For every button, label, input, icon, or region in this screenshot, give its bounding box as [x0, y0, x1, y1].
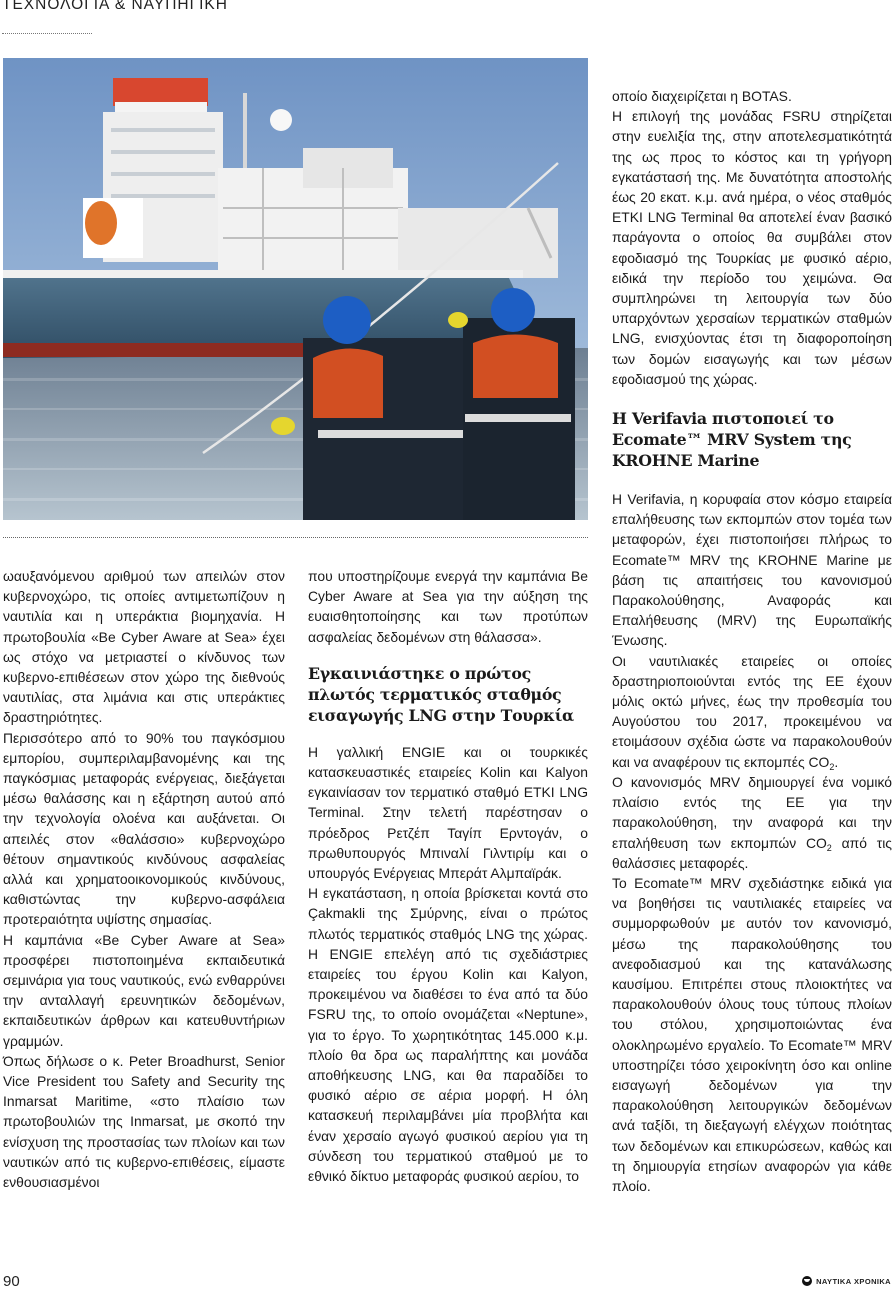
section-label-underline: [2, 33, 92, 34]
col3-paragraph-1: οποίο διαχειρίζεται η BOTAS.: [612, 88, 792, 104]
col2-paragraph-2: Η γαλλική ENGIE και οι τουρκικές κατασκευαστικές εταιρείες Kolin και Kalyon εγκαινίασαν τον τερματικό σταθμό ETKI LNG Terminal. Στην τελετή παρέστησαν ο πρόεδρος Ρετζέπ Ταγίπ Ερντογάν, ο πρωθυπουργός Μπιναλί Γιλντιρίμ και ο υπουργός Ενέργειας Μπεράτ Αλμπαϊράκ.: [308, 743, 588, 882]
co2-subscript: 2: [826, 842, 832, 853]
col3-paragraph-3: Η Verifavia, η κορυφαία στον κόσμο εταιρεία επαλήθευσης των εκπομπών στον τομέα των μεταφορών, έχει πιστοποιήσει πλήρως το Ecomate™ MRV της KROHNE Marine με βάση τις απαιτήσεις του κανονισμού Παρακολούθησης, Αναφοράς και Επαλήθευσης (MRV) της Ευρωπαϊκής Ένωσης.: [612, 491, 892, 649]
publication-brand: [802, 1276, 891, 1286]
col1-paragraph-4: Όπως δήλωσε ο κ. Peter Broadhurst, Senior Vice President του Safety and Security της Inmarsat Maritime, «στο πλαίσιο των πρωτοβουλιών της Inmarsat, με σκοπό την ενίσχυση της προστασίας των πλοίων και των ναυτικών από τις κυβερνο-επιθέσεις, είμαστε ενθουσιασμένοι: [3, 1052, 285, 1191]
col1-paragraph-2: Περισσότερο από το 90% του παγκόσμιου εμπορίου, συμπεριλαμβανομένης και της παγκόσμιας μεταφοράς ενέργειας, διεξάγεται μέσω θαλάσσης και η εξάρτηση αυτού από την τεχνολογία ολοένα και αυξάνεται. Οι απειλές στον «θαλάσσιο» κυβερνοχώρο θέτουν σημαντικούς κινδύνους ασφαλείας αλλά και χρηματοοικονομικούς κινδύνους, καθιστώντας την κυβερνο-ασφάλεια προτεραιότητα υψίστης σημασίας.: [3, 729, 285, 928]
col1-paragraph-3: Η καμπάνια «Be Cyber Aware at Sea» προσφέρει πιστοποιημένα εκπαιδευτικά σεμινάρια για τους ναυτικούς, ενώ ενθαρρύνει την ανταλλαγή ερευνητικών δεδομένων, εκπαιδευτικών άρθρων και κατευθυντήριων γραμμών.: [3, 931, 285, 1049]
col3-paragraph-6: Το Ecomate™ MRV σχεδιάστηκε ειδικά για να βοηθήσει τις ναυτιλιακές εταιρείες να συμμορφωθούν με αυτόν τον κανονισμό, μέσω της παρακολούθησης του ανεφοδιασμού και της κατανάλωσης καυσίμου. Επιτρέπει στους πλοιοκτήτες να παρακολουθούν όλους τους τύπους πλοίων του στόλου, χρησιμοποιώντας ένα ολοκληρωμένο εργαλείο. Το Ecomate™ MRV υποστηρίζει τόσο χειροκίνητη όσο και online εισαγωγή δεδομένων για την παρακολούθηση λειτουργικών δεδομένων ανά ταξίδι, τη διεξαγωγή ελέγχων ποιότητας των δεδομένων και επικυρώσεων, καθώς και τη δημιουργία ετησίων αναφορών για κάθε πλοίο.: [612, 874, 892, 1194]
col3-p5-text: Ο κανονισμός MRV δημιουργεί ένα νομικό πλαίσιο εντός της ΕΕ για την παρακολούθηση, την αναφορά και την επαλήθευση των εκπομπών CO: [612, 773, 892, 851]
col3-p4-text: Οι ναυτιλιακές εταιρείες οι οποίες δραστηριοποιούνται εντός της ΕΕ έχουν μόλις οκτώ μήνες, έως την προθεσμία του Αυγούστου του 2017, προκειμένου να ετοιμάσουν σχέδια ώστε να παρακολουθούν και να αναφέρουν τις εκπομπές CO: [612, 652, 892, 770]
col3-paragraph-4: [612, 651, 892, 772]
article-heading-verifavia: Η Verifavia πιστοποιεί το Ecomate™ MRV System της KROHNE Marine: [612, 409, 852, 471]
photo-divider: [3, 537, 588, 538]
section-label: ΤΕΧΝΟΛΟΓΙΑ & ΝΑΥΠΗΓΙΚΗ: [2, 0, 228, 13]
col1-paragraph-1: ωαυξανόμενου αριθμού των απειλών στον κυβερνοχώρο, τις οποίες αντιμετωπίζουν η ναυτιλία και η υπεράκτια βιομηχανία. Η πρωτοβουλία «Be Cyber Aware at Sea» έχει ως στόχο να μετριαστεί ο κίνδυνος των κυβερνο-επιθέσεων στον χώρο της διεθνούς ναυτιλίας, στα λιμάνια και στις υπεράκτιες δραστηριότητες.: [3, 568, 285, 726]
col2-paragraph-3: Η εγκατάσταση, η οποία βρίσκεται κοντά στο Çakmakli της Σμύρνης, είναι ο πρώτος πλωτός τερματικός σταθμός LNG της χώρας. Η ENGIE επελέγη από τις σχεδιάστριες εταιρείες του έργου Kolin και Kalyon, προκειμένου να διαθέσει το ένα από τα δύο FSRU της, το οποίο ονομάζεται «Neptune», για το έργο. Το χωρητικότητας 145.000 κ.μ. πλοίο θα δρα ως παραλήπτης και μονάδα αποθήκευσης LNG, και θα παραδίδει το φυσικό αέριο σε αέρια μορφή. Η όλη κατασκευή περιλαμβάνει μία προβλήτα και έναν χερσαίο αγωγό φυσικού αερίου για τη σύνδεση του τερματικού σταθμού με το εθνικό δίκτυο μεταφοράς φυσικού αερίου, το: [308, 885, 588, 1185]
col3-p5-end: από τις θαλάσσιες μεταφορές.: [612, 834, 892, 871]
column-3: [612, 86, 892, 1196]
article-photo: [3, 58, 588, 520]
brand-logo-icon: [802, 1276, 812, 1286]
column-2: [308, 566, 588, 1186]
brand-name: ΝΑΥΤΙΚΑ ΧΡΟΝΙΚΑ: [816, 1276, 891, 1286]
col2-paragraph-1: που υποστηρίζουμε ενεργά την καμπάνια Be Cyber Aware at Sea για την αύξηση της ευαισθητοποίησης και των προτύπων ασφαλείας δεδομένων στη θάλασσα».: [308, 568, 588, 645]
page-number: 90: [3, 1273, 20, 1290]
column-1: [3, 566, 285, 1192]
col3-p4-end: .: [834, 753, 839, 770]
co2-subscript: 2: [829, 761, 835, 772]
col3-paragraph-2: Η επιλογή της μονάδας FSRU στηρίζεται στην ευελιξία της, στην αποτελεσματικότητά της ως προς το κόστος και τη γρήγορη εγκατάστασή της. Με δυνατότητα αποστολής έως 20 εκατ. κ.μ. ανά ημέρα, ο νέος σταθμός ETKI LNG Terminal θα αποτελεί έναν βασικό παράγοντα ο οποίος θα συμβάλει στον εφοδιασμό της Τουρκίας με φυσικό αέριο, ειδικά την περίοδο του χειμώνα. Θα συμπληρώνει τη λειτουργία των δύο υπαρχόντων χερσαίων τερματικών σταθμών LNG, ενισχύοντας έτσι τη διαφοροποίηση των δομών εισαγωγής και των μέσων εφοδιασμού της χώρας.: [612, 108, 892, 387]
col3-paragraph-5: [612, 772, 892, 873]
article-heading-lng-turkey: Εγκαινιάστηκε ο πρώτος πλωτός τερματικός σταθμός εισαγωγής LNG στην Τουρκία: [308, 663, 574, 725]
